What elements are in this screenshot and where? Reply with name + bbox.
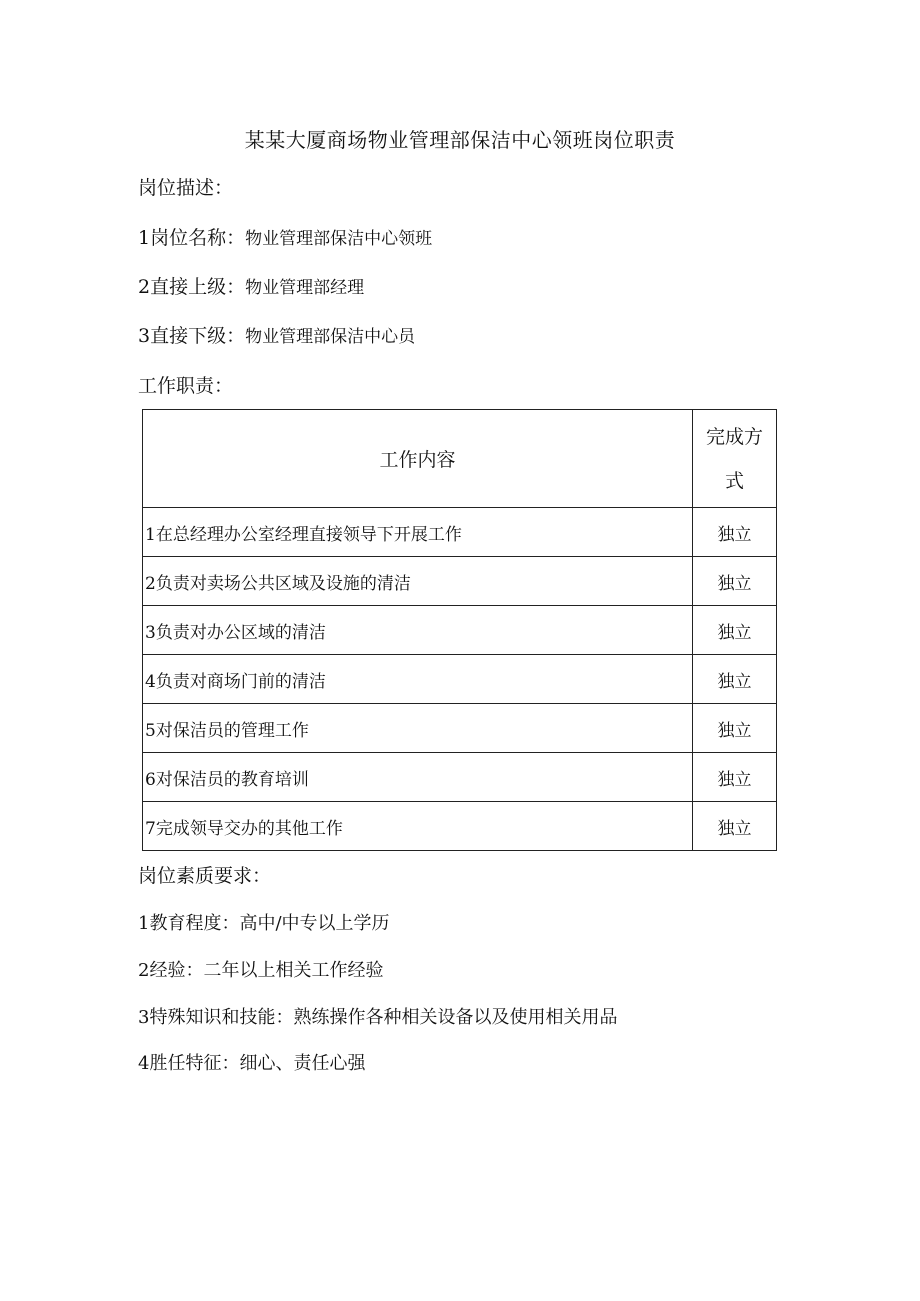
duty-content-cell: 1在总经理办公室经理直接领导下开展工作 [143, 508, 693, 557]
requirement-education: 1教育程度：高中/中专以上学历 [138, 913, 390, 934]
requirement-experience: 2经验：二年以上相关工作经验 [138, 960, 384, 981]
duty-method-cell: 独立 [693, 802, 777, 851]
field-label: 2直接上级： [138, 276, 246, 298]
duty-content-cell: 2负责对卖场公共区域及设施的清洁 [143, 557, 693, 606]
field-label: 1岗位名称： [138, 227, 246, 249]
duty-content-cell: 4负责对商场门前的清洁 [143, 655, 693, 704]
table-header-row [143, 410, 777, 508]
duty-content-cell: 7完成领导交办的其他工作 [143, 802, 693, 851]
table-row [143, 704, 777, 753]
table-row [143, 753, 777, 802]
requirement-skills: 3特殊知识和技能：熟练操作各种相关设备以及使用相关用品 [138, 1007, 618, 1028]
requirement-traits: 4胜任特征：细心、责任心强 [138, 1053, 366, 1074]
column-header-content: 工作内容 [143, 410, 693, 508]
section-heading-description: 岗位描述： [138, 177, 234, 199]
field-value: 物业管理部保洁中心领班 [245, 229, 433, 249]
table-row [143, 802, 777, 851]
column-header-method [693, 410, 777, 508]
duty-content-cell: 6对保洁员的教育培训 [143, 753, 693, 802]
duty-content-cell: 5对保洁员的管理工作 [143, 704, 693, 753]
duty-method-cell: 独立 [693, 704, 777, 753]
field-value: 物业管理部经理 [245, 278, 365, 298]
column-header-method-line2: 式 [724, 469, 744, 492]
section-heading-requirements: 岗位素质要求： [138, 865, 272, 887]
page-title: 某某大厦商场物业管理部保洁中心领班岗位职责 [244, 128, 676, 152]
column-header-method-line1: 完成方 [705, 425, 763, 448]
field-position-name [138, 224, 432, 253]
section-heading-duties: 工作职责： [138, 375, 234, 397]
duty-method-cell: 独立 [693, 557, 777, 606]
duty-method-cell: 独立 [693, 655, 777, 704]
duty-method-cell: 独立 [693, 606, 777, 655]
table-row [143, 606, 777, 655]
field-label: 3直接下级： [138, 325, 246, 347]
duty-method-cell: 独立 [693, 753, 777, 802]
field-direct-superior [138, 273, 364, 302]
duty-content-cell: 3负责对办公区域的清洁 [143, 606, 693, 655]
field-direct-subordinate [138, 322, 415, 351]
field-value: 物业管理部保洁中心员 [245, 327, 416, 347]
table-row [143, 655, 777, 704]
duty-method-cell: 独立 [693, 508, 777, 557]
duties-table [142, 409, 777, 851]
table-row [143, 557, 777, 606]
table-row [143, 508, 777, 557]
